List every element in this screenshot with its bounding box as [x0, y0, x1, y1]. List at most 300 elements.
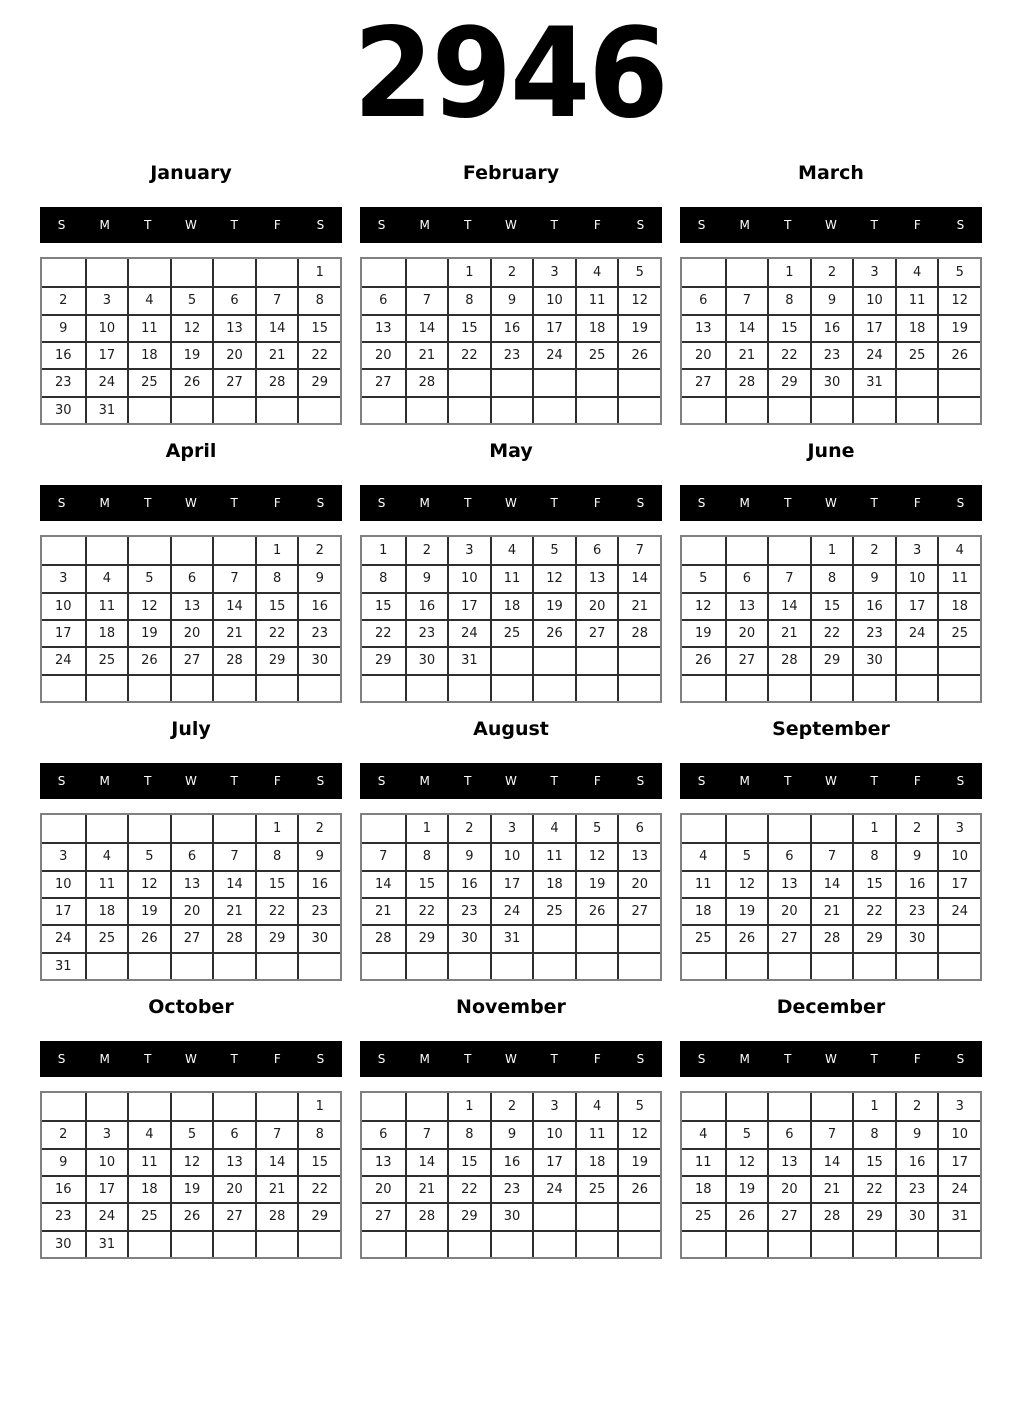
- weekday-label: S: [377, 1052, 386, 1066]
- day-cell: 5: [575, 815, 618, 842]
- day-cell: 8: [852, 842, 895, 869]
- weekday-label: T: [550, 496, 558, 510]
- day-cell: 9: [405, 564, 448, 591]
- day-cell: 9: [42, 314, 85, 341]
- weekday-label: S: [57, 218, 66, 232]
- day-cell: 14: [617, 564, 660, 591]
- day-cell: 15: [362, 592, 405, 619]
- day-cell: 10: [532, 1120, 575, 1147]
- day-cell-empty: [127, 537, 170, 564]
- day-cell: 7: [810, 1120, 853, 1147]
- day-cell-empty: [617, 924, 660, 951]
- day-cell-empty: [127, 952, 170, 979]
- day-cell: 26: [617, 1175, 660, 1202]
- day-cell-empty: [447, 952, 490, 979]
- day-cell-empty: [810, 1230, 853, 1257]
- day-cell-empty: [85, 537, 128, 564]
- day-cell-empty: [575, 1230, 618, 1257]
- weekday-label: T: [464, 1052, 472, 1066]
- day-cell: 9: [895, 1120, 938, 1147]
- day-cell: 12: [127, 592, 170, 619]
- weekday-label: T: [230, 218, 238, 232]
- day-cell-empty: [767, 396, 810, 423]
- day-cell: 26: [575, 897, 618, 924]
- day-cell: 19: [127, 619, 170, 646]
- day-cell: 21: [767, 619, 810, 646]
- day-cell: 14: [810, 870, 853, 897]
- day-cell-empty: [127, 815, 170, 842]
- day-cell: 18: [682, 1175, 725, 1202]
- day-cell: 26: [127, 924, 170, 951]
- weekday-label: M: [419, 774, 430, 788]
- day-cell: 5: [725, 1120, 768, 1147]
- day-cell: 7: [405, 1120, 448, 1147]
- day-cell: 17: [85, 341, 128, 368]
- day-cell-empty: [212, 1093, 255, 1120]
- day-cell-empty: [405, 259, 448, 286]
- day-cell: 22: [255, 897, 298, 924]
- day-cell: 8: [297, 1120, 340, 1147]
- weekday-label: M: [419, 496, 430, 510]
- day-cell: 16: [490, 1148, 533, 1175]
- day-cell: 30: [490, 1202, 533, 1229]
- day-cell: 30: [405, 646, 448, 673]
- day-cell: 21: [212, 897, 255, 924]
- day-cell: 6: [170, 842, 213, 869]
- day-cell: 19: [127, 897, 170, 924]
- day-cell: 29: [297, 1202, 340, 1229]
- day-cell: 31: [85, 396, 128, 423]
- day-cell: 9: [852, 564, 895, 591]
- day-cell: 17: [42, 619, 85, 646]
- weekday-label: S: [636, 1052, 645, 1066]
- day-cell: 5: [170, 286, 213, 313]
- day-cell: 25: [937, 619, 980, 646]
- day-cell: 25: [127, 1202, 170, 1229]
- day-cell: 4: [575, 1093, 618, 1120]
- day-cell: 8: [767, 286, 810, 313]
- day-cell: 10: [85, 314, 128, 341]
- day-cell: 19: [617, 1148, 660, 1175]
- day-cell: 16: [895, 1148, 938, 1175]
- day-cell: 16: [810, 314, 853, 341]
- day-cell: 1: [852, 815, 895, 842]
- day-cell-empty: [725, 259, 768, 286]
- weekday-header-bar: [360, 207, 662, 243]
- day-cell: 30: [895, 1202, 938, 1229]
- month-block: [360, 716, 662, 981]
- day-cell: 7: [617, 537, 660, 564]
- day-cell: 26: [725, 1202, 768, 1229]
- month-title: May: [489, 440, 533, 462]
- day-cell-empty: [682, 1093, 725, 1120]
- day-cell: 9: [297, 564, 340, 591]
- day-cell-empty: [362, 1230, 405, 1257]
- day-cell: 22: [447, 1175, 490, 1202]
- day-cell: 21: [405, 1175, 448, 1202]
- day-cell: 6: [362, 1120, 405, 1147]
- day-cell: 19: [170, 341, 213, 368]
- weekday-label: S: [377, 218, 386, 232]
- day-cell: 15: [405, 870, 448, 897]
- weekday-label: T: [230, 774, 238, 788]
- day-cell-empty: [127, 1093, 170, 1120]
- day-cell: 13: [767, 1148, 810, 1175]
- day-cell: 18: [85, 897, 128, 924]
- day-cell-empty: [297, 396, 340, 423]
- day-cell-empty: [490, 952, 533, 979]
- weekday-label: S: [956, 496, 965, 510]
- day-cell-empty: [362, 1093, 405, 1120]
- day-cell: 6: [767, 1120, 810, 1147]
- day-cell-empty: [170, 537, 213, 564]
- day-cell: 22: [852, 1175, 895, 1202]
- day-cell: 20: [170, 619, 213, 646]
- day-cell: 23: [297, 897, 340, 924]
- weekday-label: M: [739, 1052, 750, 1066]
- day-cell: 11: [490, 564, 533, 591]
- weekday-label: S: [636, 496, 645, 510]
- weekday-label: S: [316, 1052, 325, 1066]
- day-cell-empty: [212, 537, 255, 564]
- day-cell: 24: [532, 341, 575, 368]
- day-cell-empty: [767, 674, 810, 701]
- day-cell: 20: [575, 592, 618, 619]
- month-title: February: [462, 162, 560, 184]
- month-title: January: [150, 162, 232, 184]
- weekday-label: S: [636, 774, 645, 788]
- day-cell: 24: [42, 924, 85, 951]
- weekday-label: W: [185, 1052, 197, 1066]
- day-cell: 29: [852, 924, 895, 951]
- month-title: July: [171, 718, 211, 740]
- day-cell-empty: [127, 1230, 170, 1257]
- weekday-header-bar: [40, 1041, 342, 1077]
- weekday-label: M: [99, 774, 110, 788]
- day-cell-empty: [362, 674, 405, 701]
- day-cell: 17: [447, 592, 490, 619]
- day-grid: [360, 813, 662, 981]
- day-cell-empty: [85, 815, 128, 842]
- day-cell: 20: [212, 341, 255, 368]
- day-cell: 16: [297, 592, 340, 619]
- weekday-label: S: [377, 774, 386, 788]
- day-cell: 31: [42, 952, 85, 979]
- weekday-label: T: [784, 774, 792, 788]
- day-cell-empty: [447, 1230, 490, 1257]
- day-cell: 11: [127, 314, 170, 341]
- day-cell-empty: [212, 815, 255, 842]
- day-cell: 11: [682, 1148, 725, 1175]
- day-cell: 19: [725, 1175, 768, 1202]
- weekday-label: S: [697, 496, 706, 510]
- day-cell: 4: [532, 815, 575, 842]
- day-cell-empty: [617, 646, 660, 673]
- day-cell: 22: [362, 619, 405, 646]
- day-cell: 27: [170, 646, 213, 673]
- day-cell: 3: [937, 815, 980, 842]
- month-block: [680, 716, 982, 981]
- day-cell: 18: [85, 619, 128, 646]
- day-cell-empty: [895, 396, 938, 423]
- day-cell-empty: [362, 815, 405, 842]
- day-cell: 13: [170, 870, 213, 897]
- day-cell: 17: [532, 1148, 575, 1175]
- day-cell: 25: [895, 341, 938, 368]
- day-cell: 28: [255, 1202, 298, 1229]
- day-cell-empty: [682, 537, 725, 564]
- day-cell: 30: [852, 646, 895, 673]
- day-cell: 8: [852, 1120, 895, 1147]
- day-cell-empty: [85, 674, 128, 701]
- day-cell-empty: [937, 1230, 980, 1257]
- day-cell: 12: [937, 286, 980, 313]
- day-cell-empty: [255, 674, 298, 701]
- day-cell-empty: [810, 952, 853, 979]
- day-cell: 8: [362, 564, 405, 591]
- day-cell: 4: [490, 537, 533, 564]
- day-cell: 1: [852, 1093, 895, 1120]
- day-cell: 25: [575, 341, 618, 368]
- day-cell: 10: [85, 1148, 128, 1175]
- day-cell-empty: [575, 1202, 618, 1229]
- day-cell-empty: [532, 1230, 575, 1257]
- day-cell: 24: [852, 341, 895, 368]
- day-cell-empty: [42, 815, 85, 842]
- day-cell: 15: [297, 1148, 340, 1175]
- day-cell-empty: [767, 1230, 810, 1257]
- weekday-label: S: [956, 218, 965, 232]
- day-cell: 13: [575, 564, 618, 591]
- day-cell: 15: [852, 870, 895, 897]
- day-cell: 5: [617, 259, 660, 286]
- day-cell: 18: [575, 314, 618, 341]
- day-cell-empty: [255, 1230, 298, 1257]
- day-cell-empty: [447, 674, 490, 701]
- day-cell: 8: [447, 286, 490, 313]
- year-title: 2946: [353, 2, 667, 146]
- day-cell: 28: [810, 1202, 853, 1229]
- day-grid: [680, 257, 982, 425]
- month-block: [40, 160, 342, 425]
- month-block: [680, 438, 982, 703]
- day-cell: 1: [447, 259, 490, 286]
- day-cell: 22: [852, 897, 895, 924]
- day-cell-empty: [170, 674, 213, 701]
- day-cell: 26: [532, 619, 575, 646]
- day-cell-empty: [682, 815, 725, 842]
- day-cell: 8: [297, 286, 340, 313]
- day-cell: 2: [447, 815, 490, 842]
- day-cell: 14: [255, 314, 298, 341]
- weekday-label: W: [185, 774, 197, 788]
- day-cell: 25: [682, 924, 725, 951]
- weekday-label: S: [316, 774, 325, 788]
- day-cell: 26: [937, 341, 980, 368]
- day-cell-empty: [617, 952, 660, 979]
- weekday-label: S: [636, 218, 645, 232]
- day-cell: 21: [405, 341, 448, 368]
- day-cell: 15: [767, 314, 810, 341]
- day-cell: 1: [810, 537, 853, 564]
- day-cell: 5: [532, 537, 575, 564]
- day-cell-empty: [767, 537, 810, 564]
- month-title: March: [798, 162, 864, 184]
- day-cell: 1: [405, 815, 448, 842]
- weekday-label: S: [316, 218, 325, 232]
- day-cell-empty: [575, 924, 618, 951]
- day-cell: 2: [297, 815, 340, 842]
- weekday-label: W: [505, 218, 517, 232]
- day-cell-empty: [575, 952, 618, 979]
- day-cell: 24: [85, 1202, 128, 1229]
- weekday-header-bar: [360, 1041, 662, 1077]
- day-cell: 17: [42, 897, 85, 924]
- day-cell: 9: [895, 842, 938, 869]
- weekday-label: T: [144, 496, 152, 510]
- day-cell: 25: [85, 924, 128, 951]
- day-grid: [360, 257, 662, 425]
- weekday-label: F: [913, 218, 921, 232]
- day-cell: 30: [447, 924, 490, 951]
- day-cell: 8: [405, 842, 448, 869]
- day-cell-empty: [937, 396, 980, 423]
- day-cell: 16: [42, 1175, 85, 1202]
- day-cell: 7: [212, 842, 255, 869]
- day-cell-empty: [852, 1230, 895, 1257]
- day-cell-empty: [810, 1093, 853, 1120]
- day-cell: 15: [810, 592, 853, 619]
- day-cell: 12: [725, 1148, 768, 1175]
- day-cell: 31: [490, 924, 533, 951]
- day-cell: 3: [490, 815, 533, 842]
- month-block: [680, 160, 982, 425]
- day-cell: 2: [852, 537, 895, 564]
- day-cell-empty: [170, 1230, 213, 1257]
- day-cell: 24: [490, 897, 533, 924]
- day-cell-empty: [297, 1230, 340, 1257]
- day-cell-empty: [617, 1202, 660, 1229]
- weekday-label: T: [144, 774, 152, 788]
- day-cell: 9: [297, 842, 340, 869]
- day-cell: 23: [42, 1202, 85, 1229]
- day-cell: 4: [937, 537, 980, 564]
- day-cell: 18: [895, 314, 938, 341]
- day-cell-empty: [810, 396, 853, 423]
- day-cell: 19: [725, 897, 768, 924]
- day-cell-empty: [405, 952, 448, 979]
- day-cell: 28: [405, 368, 448, 395]
- day-cell: 31: [85, 1230, 128, 1257]
- day-cell: 13: [725, 592, 768, 619]
- day-cell: 21: [255, 341, 298, 368]
- weekday-label: T: [550, 218, 558, 232]
- day-cell: 1: [767, 259, 810, 286]
- day-cell: 28: [617, 619, 660, 646]
- day-cell-empty: [575, 396, 618, 423]
- day-cell-empty: [617, 368, 660, 395]
- weekday-label: F: [273, 774, 281, 788]
- day-cell-empty: [575, 646, 618, 673]
- day-cell-empty: [937, 674, 980, 701]
- day-cell: 24: [937, 1175, 980, 1202]
- day-cell: 24: [447, 619, 490, 646]
- day-cell: 28: [255, 368, 298, 395]
- day-cell: 20: [725, 619, 768, 646]
- day-cell: 10: [490, 842, 533, 869]
- day-cell: 30: [42, 396, 85, 423]
- weekday-label: T: [464, 774, 472, 788]
- day-cell-empty: [405, 1093, 448, 1120]
- weekday-label: S: [377, 496, 386, 510]
- day-cell: 30: [297, 924, 340, 951]
- day-cell: 12: [617, 1120, 660, 1147]
- weekday-label: T: [870, 1052, 878, 1066]
- day-cell: 2: [895, 1093, 938, 1120]
- day-cell: 16: [405, 592, 448, 619]
- day-cell: 7: [212, 564, 255, 591]
- day-cell: 5: [725, 842, 768, 869]
- day-cell: 14: [405, 314, 448, 341]
- weekday-label: T: [784, 496, 792, 510]
- weekday-label: W: [185, 218, 197, 232]
- day-cell: 9: [810, 286, 853, 313]
- day-cell: 11: [575, 1120, 618, 1147]
- month-block: [40, 438, 342, 703]
- day-cell-empty: [297, 952, 340, 979]
- day-cell: 8: [810, 564, 853, 591]
- day-cell: 4: [682, 842, 725, 869]
- day-cell: 24: [937, 897, 980, 924]
- weekday-header-bar: [40, 763, 342, 799]
- weekday-label: F: [593, 496, 601, 510]
- day-grid: [40, 535, 342, 703]
- day-cell: 11: [85, 870, 128, 897]
- day-cell: 22: [810, 619, 853, 646]
- weekday-label: W: [185, 496, 197, 510]
- weekday-label: F: [913, 1052, 921, 1066]
- day-cell: 7: [255, 1120, 298, 1147]
- day-cell-empty: [42, 537, 85, 564]
- day-cell: 15: [852, 1148, 895, 1175]
- day-cell: 26: [170, 1202, 213, 1229]
- day-cell-empty: [255, 396, 298, 423]
- weekday-label: S: [697, 1052, 706, 1066]
- day-cell-empty: [127, 396, 170, 423]
- day-cell-empty: [852, 674, 895, 701]
- day-cell: 18: [575, 1148, 618, 1175]
- day-cell-empty: [725, 815, 768, 842]
- weekday-label: T: [870, 218, 878, 232]
- weekday-label: T: [144, 218, 152, 232]
- day-cell: 21: [810, 1175, 853, 1202]
- weekday-label: T: [144, 1052, 152, 1066]
- day-cell: 19: [937, 314, 980, 341]
- day-cell: 30: [810, 368, 853, 395]
- day-cell: 7: [725, 286, 768, 313]
- day-cell: 10: [895, 564, 938, 591]
- day-cell: 23: [895, 897, 938, 924]
- day-cell: 15: [255, 870, 298, 897]
- day-cell: 27: [767, 924, 810, 951]
- day-cell: 9: [447, 842, 490, 869]
- day-cell: 27: [682, 368, 725, 395]
- day-cell: 18: [532, 870, 575, 897]
- day-cell-empty: [937, 646, 980, 673]
- day-cell: 6: [725, 564, 768, 591]
- day-cell-empty: [170, 1093, 213, 1120]
- day-cell-empty: [405, 1230, 448, 1257]
